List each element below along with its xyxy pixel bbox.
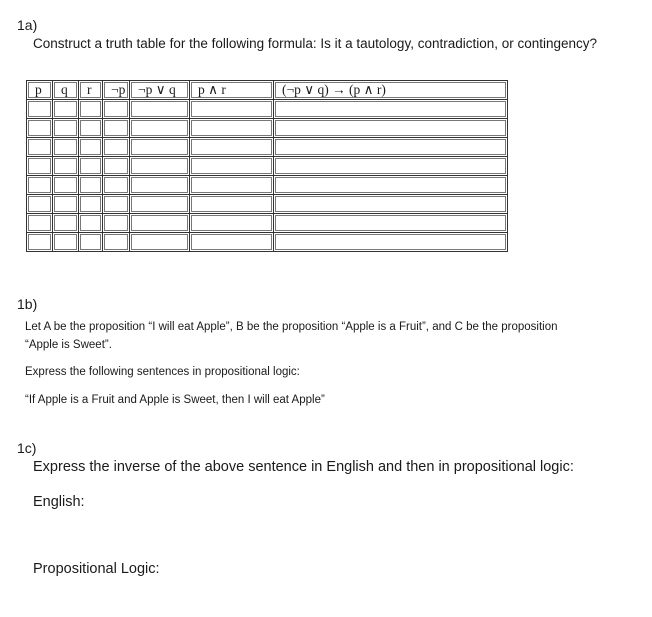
header-q: q xyxy=(53,81,79,100)
table-cell[interactable] xyxy=(79,157,103,176)
table-cell[interactable] xyxy=(27,119,53,138)
table-cell[interactable] xyxy=(190,157,274,176)
table-row xyxy=(27,214,508,233)
table-cell[interactable] xyxy=(274,100,508,119)
table-cell[interactable] xyxy=(79,100,103,119)
header-not-p: ¬p xyxy=(103,81,130,100)
part-b-label: 1b) xyxy=(17,296,38,312)
part-a-prompt: Construct a truth table for the following formula: Is it a tautology, contradiction, or contingency? xyxy=(33,36,598,51)
table-row xyxy=(27,176,508,195)
table-cell[interactable] xyxy=(79,119,103,138)
table-cell[interactable] xyxy=(190,119,274,138)
table-cell[interactable] xyxy=(103,138,130,157)
table-cell[interactable] xyxy=(190,233,274,252)
header-implication: (¬p ∨ q) → (p ∧ r) xyxy=(274,81,508,100)
table-cell[interactable] xyxy=(274,157,508,176)
table-cell[interactable] xyxy=(103,100,130,119)
table-cell[interactable] xyxy=(27,214,53,233)
table-cell[interactable] xyxy=(130,119,190,138)
table-cell[interactable] xyxy=(274,233,508,252)
part-c-label: 1c) xyxy=(17,440,37,456)
table-cell[interactable] xyxy=(53,195,79,214)
table-cell[interactable] xyxy=(27,195,53,214)
table-cell[interactable] xyxy=(130,195,190,214)
table-cell[interactable] xyxy=(130,233,190,252)
table-cell[interactable] xyxy=(190,214,274,233)
table-cell[interactable] xyxy=(103,157,130,176)
logic-answer-label: Propositional Logic: xyxy=(33,561,160,577)
part-c-prompt: Express the inverse of the above sentence in English and then in propositional logic: xyxy=(33,459,574,475)
part-b-sentence: “If Apple is a Fruit and Apple is Sweet, then I will eat Apple” xyxy=(25,394,325,406)
table-cell[interactable] xyxy=(103,176,130,195)
header-not-p-or-q: ¬p ∨ q xyxy=(130,81,190,100)
table-cell[interactable] xyxy=(274,138,508,157)
header-p: p xyxy=(27,81,53,100)
table-cell[interactable] xyxy=(274,195,508,214)
truth-table-header-row xyxy=(27,81,508,100)
header-p-and-r: p ∧ r xyxy=(190,81,274,100)
table-cell[interactable] xyxy=(274,119,508,138)
table-cell[interactable] xyxy=(79,214,103,233)
table-row xyxy=(27,195,508,214)
table-cell[interactable] xyxy=(103,195,130,214)
table-cell[interactable] xyxy=(130,138,190,157)
table-cell[interactable] xyxy=(27,138,53,157)
table-cell[interactable] xyxy=(130,157,190,176)
table-cell[interactable] xyxy=(103,119,130,138)
table-cell[interactable] xyxy=(79,195,103,214)
table-cell[interactable] xyxy=(53,100,79,119)
table-cell[interactable] xyxy=(53,119,79,138)
table-cell[interactable] xyxy=(190,138,274,157)
part-a-label: 1a) xyxy=(17,17,38,33)
table-cell[interactable] xyxy=(190,195,274,214)
table-cell[interactable] xyxy=(103,233,130,252)
table-cell[interactable] xyxy=(130,100,190,119)
table-row xyxy=(27,119,508,138)
table-cell[interactable] xyxy=(27,176,53,195)
part-b-intro: Let A be the proposition “I will eat Apple”, B be the proposition “Apple is a Fruit”, and C be the proposition “Apple is Sweet”. xyxy=(25,321,558,351)
table-cell[interactable] xyxy=(53,138,79,157)
table-cell[interactable] xyxy=(79,233,103,252)
truth-table-body xyxy=(27,100,508,252)
table-cell[interactable] xyxy=(53,157,79,176)
table-cell[interactable] xyxy=(53,233,79,252)
table-cell[interactable] xyxy=(27,100,53,119)
table-cell[interactable] xyxy=(274,176,508,195)
table-cell[interactable] xyxy=(274,214,508,233)
truth-table xyxy=(26,80,508,252)
header-r: r xyxy=(79,81,103,100)
table-row xyxy=(27,138,508,157)
table-cell[interactable] xyxy=(190,176,274,195)
english-answer-label: English: xyxy=(33,494,85,510)
table-cell[interactable] xyxy=(27,157,53,176)
table-cell[interactable] xyxy=(130,214,190,233)
table-row xyxy=(27,233,508,252)
table-cell[interactable] xyxy=(190,100,274,119)
table-cell[interactable] xyxy=(79,138,103,157)
table-row xyxy=(27,100,508,119)
table-cell[interactable] xyxy=(27,233,53,252)
table-cell[interactable] xyxy=(79,176,103,195)
table-cell[interactable] xyxy=(53,214,79,233)
table-cell[interactable] xyxy=(130,176,190,195)
part-b-instruction: Express the following sentences in propositional logic: xyxy=(25,366,300,378)
table-row xyxy=(27,157,508,176)
table-cell[interactable] xyxy=(103,214,130,233)
table-cell[interactable] xyxy=(53,176,79,195)
